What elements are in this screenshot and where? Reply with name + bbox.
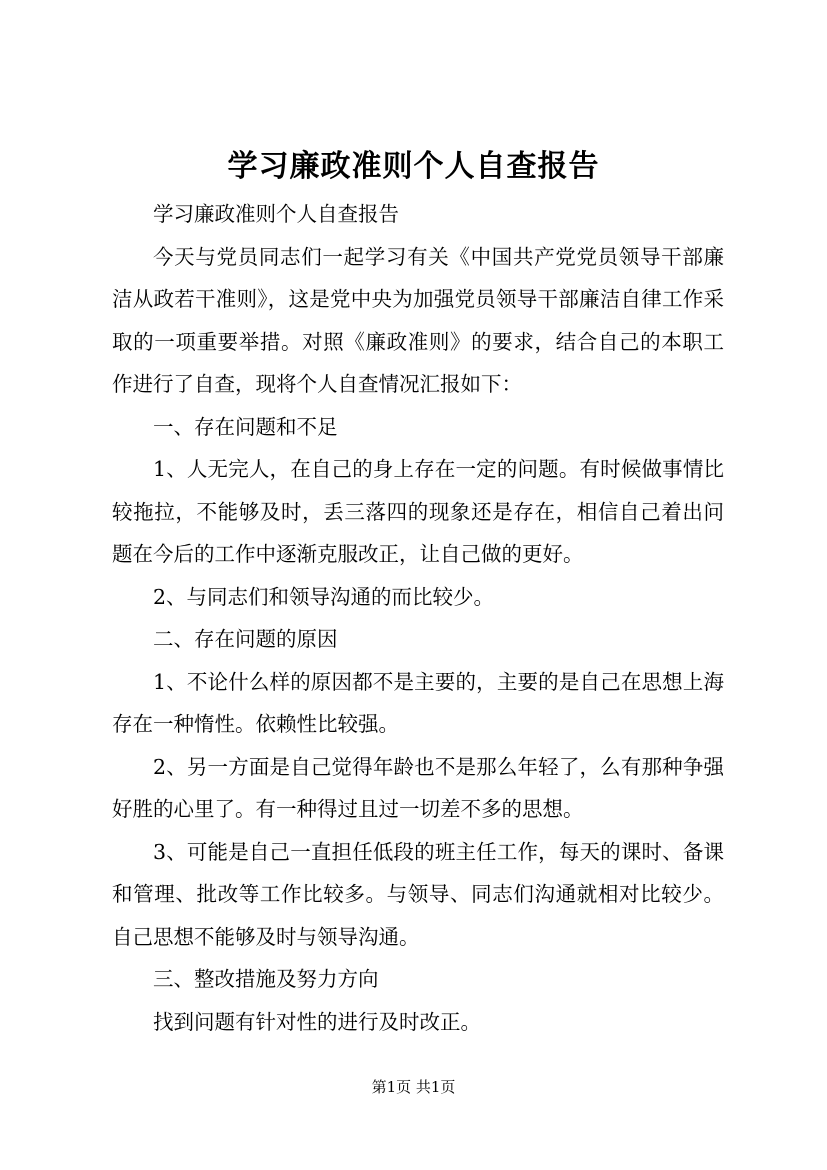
body-paragraph: 2、与同志们和领导沟通的而比较少。 — [153, 584, 495, 609]
document-body — [112, 193, 724, 1043]
page-footer: 第1页 共1页 — [371, 1078, 456, 1096]
body-paragraph: 3、可能是自己一直担任低段的班主任工作，每天的课时、备课和管理、批改等工作比较多。与领导、同志们沟通就相对比较少。自己思想不能够及时与领导沟通。 — [112, 839, 724, 949]
intro-paragraph: 今天与党员同志们一起学习有关《中国共产党党员领导干部廉洁从政若干准则》，这是党中央为加强党员领导干部廉洁自律工作采取的一项重要举措。对照《廉政准则》的要求，结合自己的本职工作进行了自查，现将个人自查情况汇报如下： — [112, 244, 724, 396]
section-heading-3: 三、整改措施及努力方向 — [153, 967, 379, 991]
body-paragraph: 1、不论什么样的原因都不是主要的，主要的是自己在思想上海存在一种惰性。依赖性比较强。 — [112, 669, 724, 736]
document-title: 学习廉政准则个人自查报告 — [227, 149, 600, 184]
body-paragraph: 找到问题有针对性的进行及时改正。 — [153, 1009, 481, 1034]
section-heading-2: 二、存在问题的原因 — [153, 627, 338, 651]
body-paragraph: 2、另一方面是自己觉得年龄也不是那么年轻了，么有那种争强好胜的心里了。有一种得过且过一切差不多的思想。 — [112, 754, 724, 821]
body-paragraph: 1、人无完人，在自己的身上存在一定的问题。有时候做事情比较拖拉，不能够及时，丢三落四的现象还是存在，相信自己着出问题在今后的工作中逐渐克服改正，让自己做的更好。 — [112, 457, 724, 566]
subtitle-paragraph: 学习廉政准则个人自查报告 — [153, 202, 399, 226]
section-heading-1: 一、存在问题和不足 — [153, 414, 338, 439]
